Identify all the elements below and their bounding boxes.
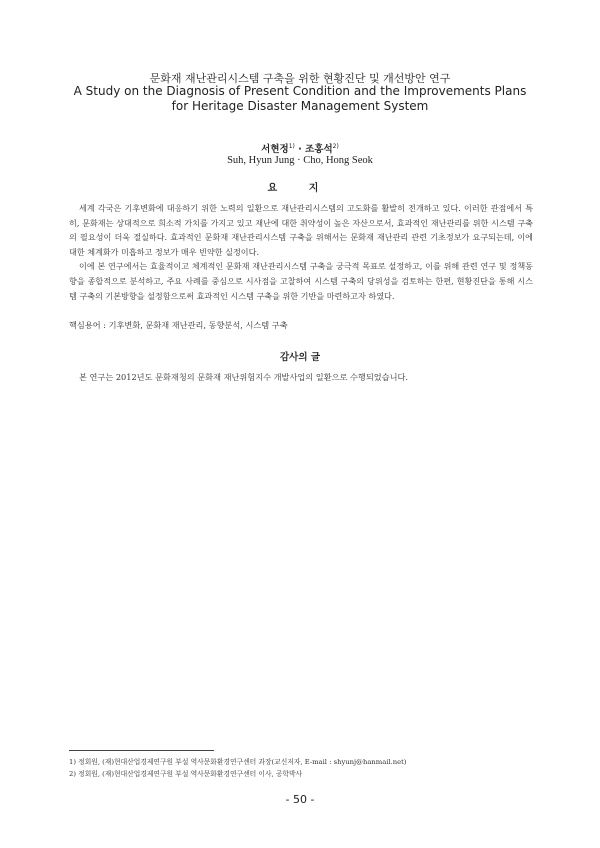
page-number: - 50 -	[285, 793, 315, 806]
author-separator: ·	[294, 144, 306, 155]
authors-korean	[0, 141, 600, 155]
title-english-line-1: A Study on the Diagnosis of Present Condition and the Improvements Plans	[73, 84, 527, 98]
author-1-footnote-mark: 1)	[288, 142, 295, 150]
author-2-footnote-mark: 2)	[332, 142, 339, 150]
footnote-2: 2) 정회원, (재)현대산업경제연구원 부설 역사문화환경연구센터 이사, 공학박사	[69, 770, 303, 778]
footnote-1: 1) 정회원, (재)현대산업경제연구원 부설 역사문화환경연구센터 과장(교신저자, E-mail : shyunj@hanmail.net)	[69, 758, 407, 766]
abstract-body	[69, 201, 533, 303]
title-korean: 문화재 재난관리시스템 구축을 위한 현황진단 및 개선방안 연구	[149, 72, 451, 85]
footnote-divider	[69, 750, 214, 751]
title-english-line-2: for Heritage Disaster Management System	[171, 99, 429, 113]
authors-english: Suh, Hyun Jung · Cho, Hong Seok	[227, 155, 373, 166]
abstract-paragraph-2: 이에 본 연구에서는 효율적이고 체계적인 문화재 재난관리시스템 구축을 궁극적 목표로 설정하고, 이를 위해 관련 연구 및 정책동향을 종합적으로 분석하고, 주요 사례를 중심으로 시사점을 고찰하여 시스템 구축의 당위성을 검토하는 한편, 현황진단을 통해 시스템 구축의 기본방향을 설정함으로써 효과적인 시스템 구축을 위한 기반을 마련하고자 하였다.	[69, 261, 533, 301]
footnotes	[69, 756, 533, 780]
acknowledgement-text: 본 연구는 2012년도 문화재청의 문화재 재난위험지수 개발사업의 일환으로 수행되었습니다.	[79, 372, 408, 382]
author-1-name: 서현정	[261, 144, 289, 155]
acknowledgement-heading: 감사의 글	[279, 352, 320, 363]
abstract-heading: 요 지	[267, 183, 333, 194]
author-2-name: 조홍석	[305, 144, 333, 155]
abstract-paragraph-1: 세계 각국은 기후변화에 대응하기 위한 노력의 일환으로 재난관리시스템의 고도화를 활발히 전개하고 있다. 이러한 관점에서 특히, 문화재는 상대적으로 희소적 가치를 가지고 있고 재난에 대한 취약성이 높은 자산으로서, 효과적인 재난관리를 위한 시스템 구축의 필요성이 더욱 절실하다. 효과적인 문화재 재난관리시스템 구축을 위해서는 문화재 재난관리 관련 기초정보가 요구되는데, 이에 대한 체계화가 미흡하고 정보가 매우 빈약한 실정이다.	[69, 203, 533, 257]
keywords: 핵심용어 : 기후변화, 문화재 재난관리, 동향분석, 시스템 구축	[69, 320, 288, 330]
title-english	[0, 84, 600, 114]
